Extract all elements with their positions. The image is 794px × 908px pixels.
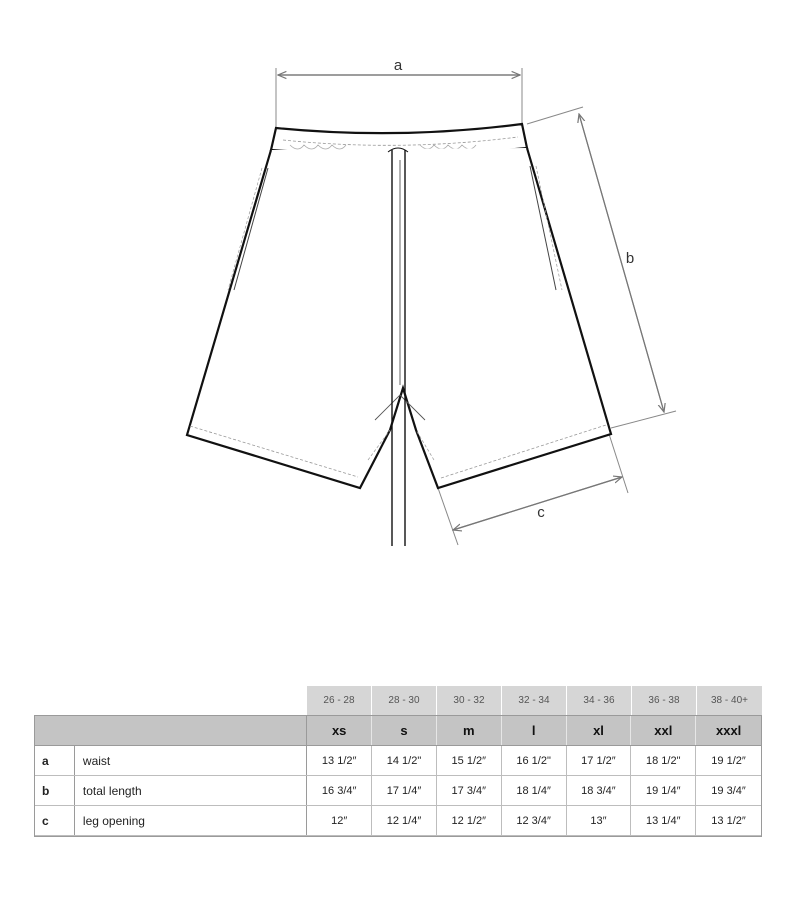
table-cell: 13 1/2″ xyxy=(711,814,746,827)
table-cell: 12 1/2″ xyxy=(437,806,502,835)
row-letter: a xyxy=(35,746,75,775)
table-cell: 18 1/4″ xyxy=(502,776,567,805)
waist-range-cell: 32 - 34 xyxy=(502,686,567,715)
row-measure: leg opening xyxy=(75,806,307,835)
waist-range-cell: 28 - 30 xyxy=(372,686,437,715)
table-cell: 16 1/2" xyxy=(502,746,567,775)
table-cell: 16 3/4″ xyxy=(307,776,372,805)
table-cell: 17 1/2″ xyxy=(567,746,632,775)
waist-range-row xyxy=(34,686,762,715)
table-cell: 15 1/2″ xyxy=(437,746,502,775)
size-header: xl xyxy=(567,716,632,745)
size-header: l xyxy=(502,716,567,745)
table-cell: 12″ xyxy=(307,806,372,835)
dimension-c-label: c xyxy=(537,504,545,521)
row-letter: c xyxy=(35,806,75,835)
waist-range-cell: 26 - 28 xyxy=(307,686,372,715)
table-cell: 14 1/2" xyxy=(372,746,437,775)
table-cell: 13 1/2″ xyxy=(307,746,372,775)
size-header-row xyxy=(35,715,761,746)
dimension-a-label: a xyxy=(393,57,403,74)
shorts-outline xyxy=(187,124,611,488)
table-cell: 13″ xyxy=(567,806,632,835)
size-table-body xyxy=(34,715,762,837)
waist-range-cell: 34 - 36 xyxy=(567,686,632,715)
size-header: s xyxy=(372,716,437,745)
waist-range-cell: 36 - 38 xyxy=(632,686,697,715)
table-cell: 19 3/4″ xyxy=(711,784,746,797)
size-chart-table xyxy=(34,686,762,837)
row-measure: waist xyxy=(75,746,307,775)
table-cell: 18 1/2" xyxy=(631,746,696,775)
table-cell: 12 1/4″ xyxy=(372,806,437,835)
dimension-b-label: b xyxy=(625,250,635,267)
table-row-total-length xyxy=(35,776,761,806)
waist-range-cell: 30 - 32 xyxy=(437,686,502,715)
waist-range-cell: 38 - 40+ xyxy=(697,686,762,715)
row-measure: total length xyxy=(75,776,307,805)
table-cell: 13 1/4″ xyxy=(631,806,696,835)
table-row-waist xyxy=(35,746,761,776)
table-row-leg-opening xyxy=(35,806,761,836)
size-header: m xyxy=(437,716,502,745)
size-header: xxl xyxy=(631,716,696,745)
dimension-a xyxy=(276,57,522,128)
table-cell: 17 3/4″ xyxy=(437,776,502,805)
size-header: xs xyxy=(307,716,372,745)
table-cell: 18 3/4″ xyxy=(567,776,632,805)
table-cell: 17 1/4″ xyxy=(372,776,437,805)
table-cell: 19 1/4″ xyxy=(631,776,696,805)
size-header: xxxl xyxy=(715,723,742,738)
row-letter: b xyxy=(35,776,75,805)
table-cell: 19 1/2″ xyxy=(711,754,746,767)
table-cell: 12 3/4″ xyxy=(502,806,567,835)
